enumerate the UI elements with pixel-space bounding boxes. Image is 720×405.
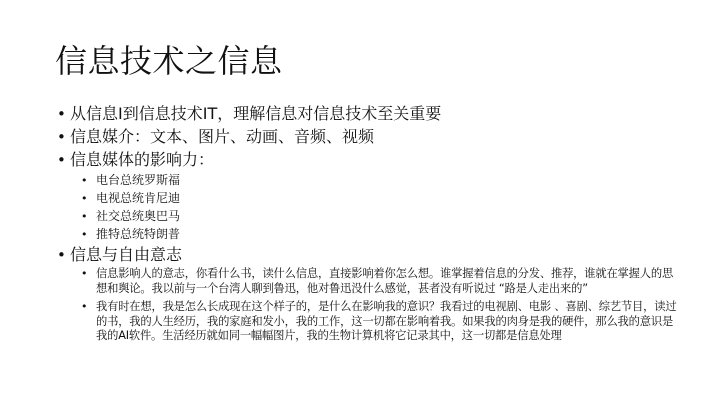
- sub-bullet-list: [81, 172, 677, 243]
- bullet-text: 信息媒介：文本、图片、动画、音频、视频: [70, 127, 375, 146]
- sub-bullet-dot: •: [81, 267, 88, 280]
- bullet-text: 信息与自由意志: [70, 245, 183, 264]
- sub-bullet-dot: •: [81, 210, 88, 223]
- paragraph-item: [81, 300, 677, 344]
- sub-bullet-item: [81, 190, 677, 207]
- bullet-text: 从信息I到信息技术IT，理解信息对信息技术至关重要: [70, 104, 442, 123]
- sub-bullet-dot: •: [81, 228, 88, 241]
- sub-bullet-list: [81, 267, 677, 344]
- sub-bullet-dot: •: [81, 300, 88, 313]
- bullet-item: [57, 244, 677, 266]
- bullet-item: [57, 126, 677, 148]
- sub-bullet-text: 社交总统奥巴马: [96, 209, 181, 223]
- sub-bullet-text: 电视总统肯尼迪: [96, 191, 181, 205]
- bullet-text: 信息媒体的影响力：: [70, 150, 215, 169]
- sub-bullet-dot: •: [81, 174, 88, 187]
- sub-bullet-text: 推特总统特朗普: [96, 227, 181, 241]
- bullet-dot: •: [57, 246, 66, 264]
- bullet-list: [57, 103, 677, 348]
- bullet-item: [57, 149, 677, 171]
- sub-bullet-item: [81, 172, 677, 189]
- sub-bullet-item: [81, 226, 677, 243]
- sub-bullet-item: [81, 208, 677, 225]
- bullet-dot: •: [57, 151, 66, 169]
- bullet-dot: •: [57, 105, 66, 123]
- paragraph-text: 信息影响人的意志，你看什么书，读什么信息，直接影响着你怎么想。谁掌握着信息的分发、推荐，谁就在掌握人的思想和舆论。我以前与一个台湾人聊到鲁迅，他对鲁迅没什么感觉，甚者没有听说过 “路是人走出来的”: [96, 267, 674, 295]
- sub-bullet-dot: •: [81, 192, 88, 205]
- bullet-item: [57, 103, 677, 125]
- bullet-dot: •: [57, 128, 66, 146]
- slide-title: 信息技术之信息: [55, 42, 283, 80]
- sub-bullet-text: 电台总统罗斯福: [96, 173, 181, 187]
- paragraph-text: 我有时在想，我是怎么长成现在这个样子的，是什么在影响我的意识？我看过的电视剧、电影 、喜剧、综艺节目，读过的书，我的人生经历，我的家庭和发小，我的工作，这一切都在影响着我。如果我的肉身是我的硬件，那么我的意识是我的AI软件。生活经历就如同一幅幅图片，我的生物计算机将它记录其中，这一切都是信息处理: [96, 300, 677, 342]
- paragraph-item: [81, 267, 677, 296]
